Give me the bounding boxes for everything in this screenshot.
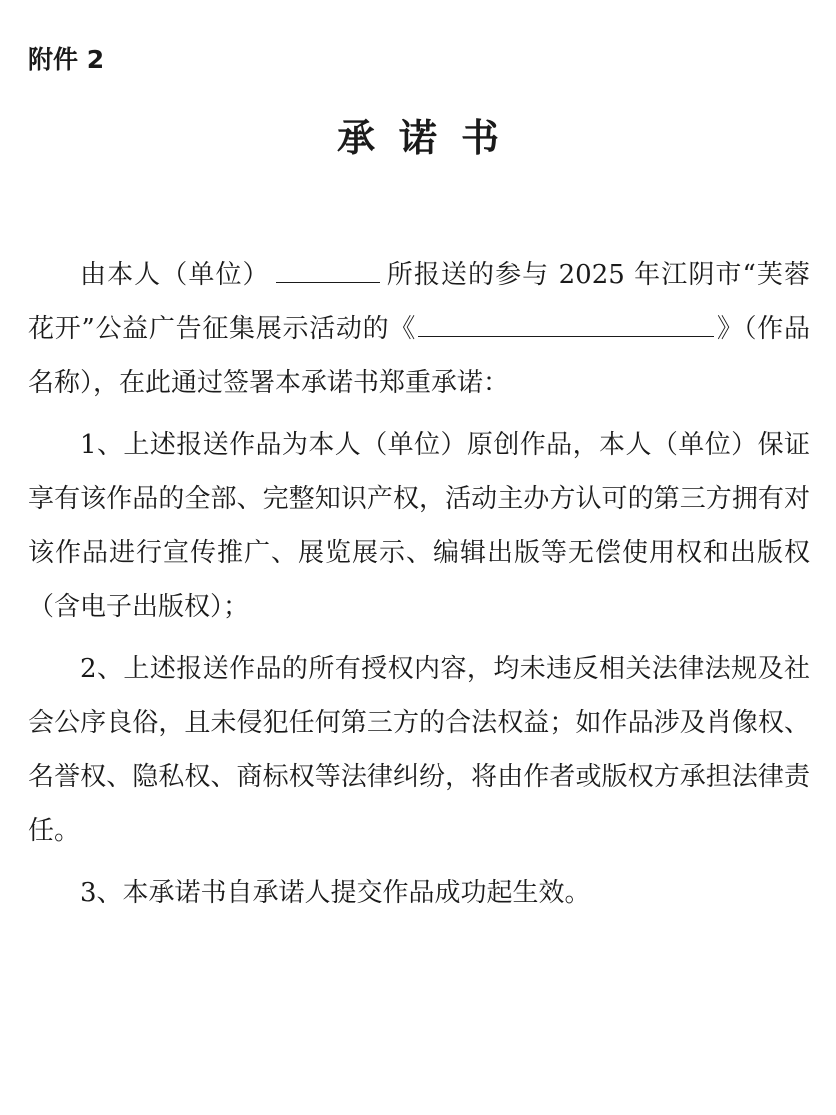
attachment-label: 附件 2 [28, 45, 105, 74]
clause-1: 1、上述报送作品为本人（单位）原创作品，本人（单位）保证享有该作品的全部、完整知识产权，活动主办方认可的第三方拥有对该作品进行宣传推广、展览展示、编辑出版等无偿使用权和出版权（含电子出版权）； [28, 430, 810, 622]
intro-paragraph [28, 248, 810, 410]
intro-text-3: 》（作品名称），在此通过签署本承诺书郑重承诺： [28, 314, 810, 398]
document-body [28, 248, 810, 920]
document-title: 承诺书 [336, 115, 523, 160]
intro-text-1: 由本人（单位） [80, 260, 270, 290]
intro-text-2: 所报送的参与 2025 年江阴市“芙蓉花开”公益广告征集展示活动的《 [28, 260, 810, 344]
clause-2: 2、上述报送作品的所有授权内容，均未违反相关法律法规及社会公序良俗，且未侵犯任何第三方的合法权益；如作品涉及肖像权、名誉权、隐私权、商标权等法律纠纷，将由作者或版权方承担法律责任。 [28, 654, 810, 846]
work-title-blank-line [418, 335, 714, 337]
clause-3: 3、本承诺书自承诺人提交作品成功起生效。 [80, 878, 591, 908]
name-blank-line [276, 281, 380, 283]
